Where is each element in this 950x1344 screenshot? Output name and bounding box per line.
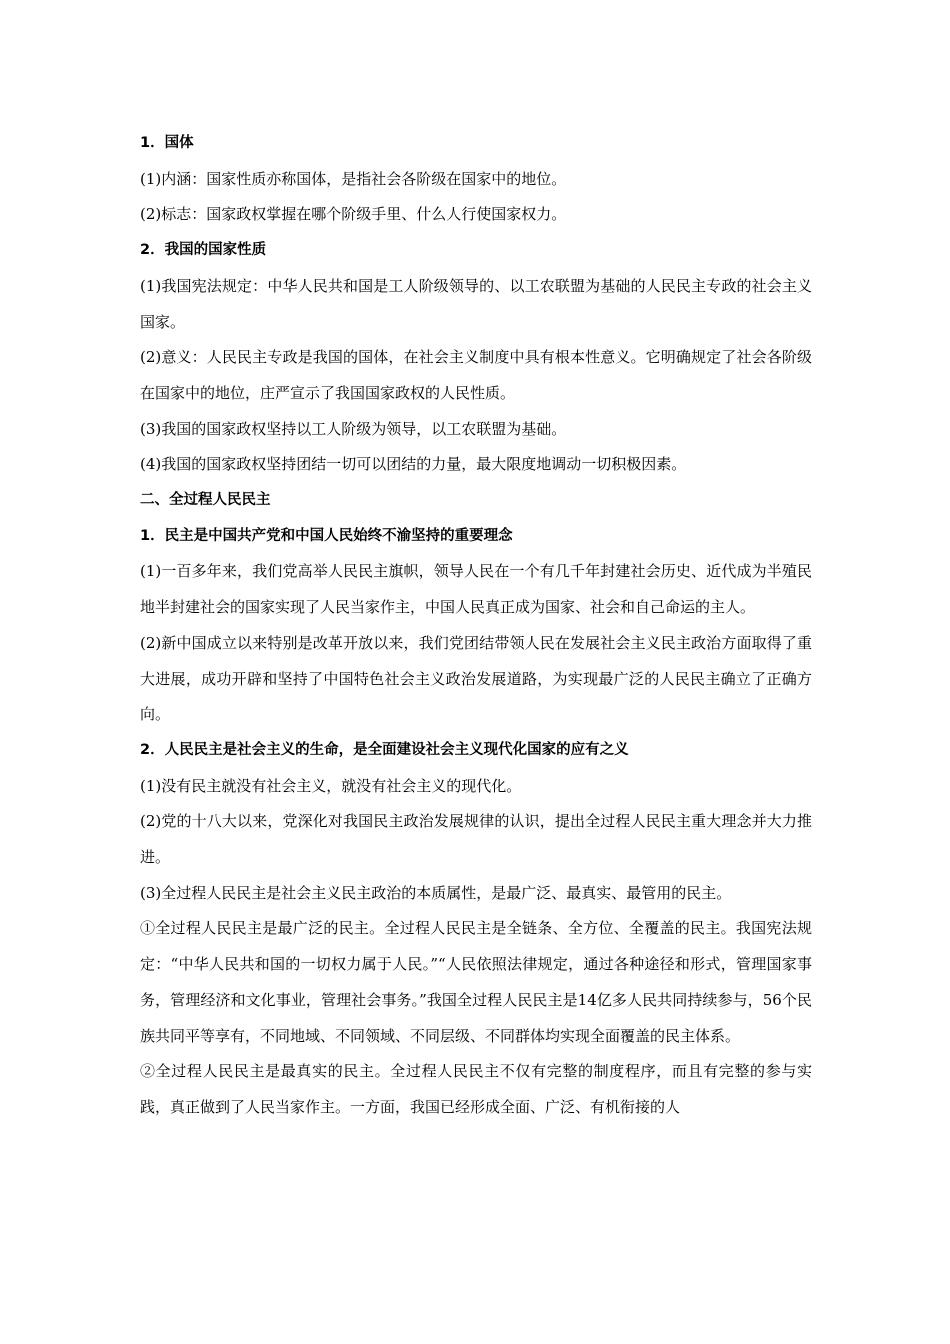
- paragraph: (3)我国的国家政权坚持以工人阶级为领导，以工农联盟为基础。: [140, 419, 567, 438]
- paragraph: (3)全过程人民民主是社会主义民主政治的本质属性，是最广泛、最真实、最管用的民主。: [140, 883, 732, 902]
- paragraph: (2)标志：国家政权掌握在哪个阶级手里、什么人行使国家权力。: [140, 205, 567, 224]
- paragraph: (2)意义：人民民主专政是我国的国体，在社会主义制度中具有根本性意义。它明确规定了社会各阶级在国家中的地位，庄严宣示了我国国家政权的人民性质。: [140, 348, 812, 402]
- document-body: [140, 126, 812, 1126]
- paragraph: (1)没有民主就没有社会主义，就没有社会主义的现代化。: [140, 776, 522, 795]
- chapter-heading: 二、全过程人民民主: [140, 492, 271, 509]
- paragraph: (1)我国宪法规定：中华人民共和国是工人阶级领导的、以工农联盟为基础的人民民主专政的社会主义国家。: [140, 276, 812, 331]
- section-heading: 1．国体: [140, 135, 194, 151]
- section-heading: 1．民主是中国共产党和中国人民始终不渝坚持的重要理念: [140, 527, 513, 544]
- paragraph: (2)新中国成立以来特别是改革开放以来，我们党团结带领人民在发展社会主义民主政治方面取得了重大进展，成功开辟和坚持了中国特色社会主义政治发展道路，为实现最广泛的人民民主确立了正确方向。: [140, 633, 812, 724]
- paragraph: ②全过程人民民主是最真实的民主。全过程人民民主不仅有完整的制度程序，而且有完整的参与实践，真正做到了人民当家作主。一方面，我国已经形成全面、广泛、有机衔接的人: [140, 1062, 812, 1116]
- section-heading: 2．人民民主是社会主义的生命，是全面建设社会主义现代化国家的应有之义: [140, 741, 629, 758]
- paragraph: (4)我国的国家政权坚持团结一切可以团结的力量，最大限度地调动一切积极因素。: [140, 455, 687, 474]
- paragraph: (2)党的十八大以来，党深化对我国民主政治发展规律的认识，提出全过程人民民主重大理念并大力推进。: [140, 812, 812, 867]
- paragraph: (1)内涵：国家性质亦称国体，是指社会各阶级在国家中的地位。: [140, 169, 567, 188]
- paragraph: ①全过程人民民主是最广泛的民主。全过程人民民主是全链条、全方位、全覆盖的民主。我国宪法规定：“中华人民共和国的一切权力属于人民。”“人民依照法律规定，通过各种途径和形式，管理国家事务，管理经济和文化事业，管理社会事务。”我国全过程人民民主是14亿多人民共同持续参与，56个民族共同平等享有，不同地域、不同领域、不同层级、不同群体均实现全面覆盖的民主体系。: [140, 919, 812, 1045]
- paragraph: (1)一百多年来，我们党高举人民民主旗帜，领导人民在一个有几千年封建社会历史、近代成为半殖民地半封建社会的国家实现了人民当家作主，中国人民真正成为国家、社会和自己命运的主人。: [140, 562, 812, 617]
- section-heading: 2．我国的国家性质: [140, 242, 267, 259]
